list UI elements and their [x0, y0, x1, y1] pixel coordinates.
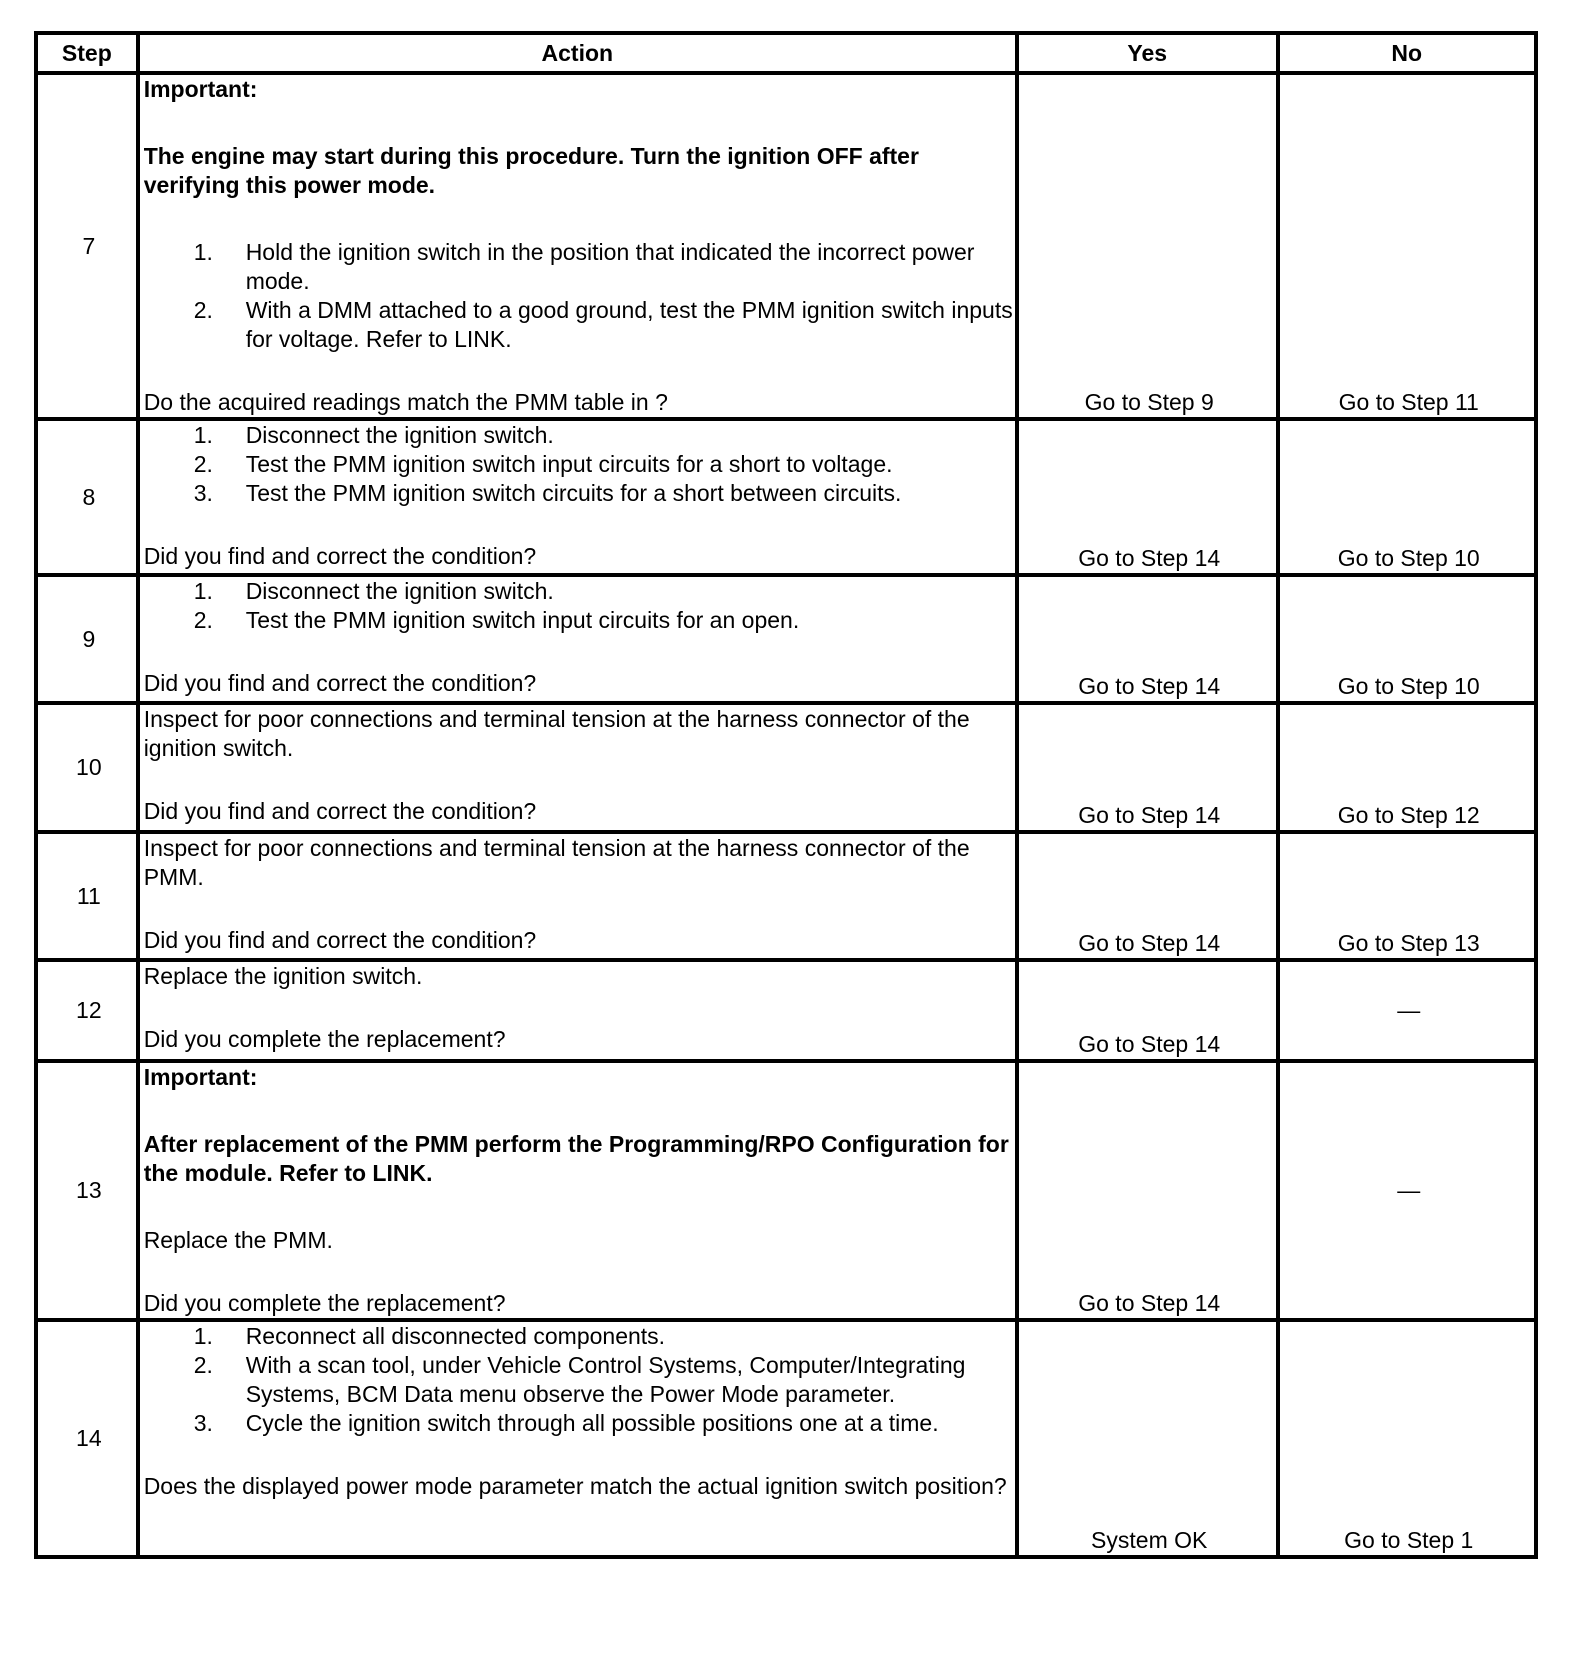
step-number: 12: [36, 960, 138, 1061]
yes-result: Go to Step 14: [1017, 575, 1278, 703]
step-list: [144, 577, 1015, 635]
action-cell: [138, 832, 1017, 960]
table-row: [36, 575, 1536, 703]
step-number: 13: [36, 1061, 138, 1320]
header-no: No: [1278, 33, 1537, 73]
step-number: 8: [36, 419, 138, 575]
yes-result: System OK: [1017, 1320, 1278, 1557]
important-text: The engine may start during this procedure. Turn the ignition OFF after verifying this power mode.: [143, 143, 919, 198]
action-text: Inspect for poor connections and terminal tension at the harness connector of the ignition switch.: [143, 706, 970, 761]
list-item: 1. Disconnect the ignition switch.: [193, 422, 554, 448]
header-row: [36, 33, 1536, 73]
action-cell: [138, 575, 1017, 703]
step-list: [144, 1322, 1015, 1438]
no-result: Go to Step 11: [1278, 73, 1537, 419]
important-text: After replacement of the PMM perform the Programming/RPO Configuration for the module. Refer to LINK.: [143, 1131, 1009, 1186]
table-row: [36, 73, 1536, 419]
step-number: 14: [36, 1320, 138, 1557]
question-text: Did you find and correct the condition?: [143, 798, 537, 824]
list-item: 3. Test the PMM ignition switch circuits for a short between circuits.: [193, 480, 902, 506]
important-label: Important:: [143, 1064, 258, 1090]
no-result: Go to Step 12: [1278, 703, 1537, 832]
question-text: Do the acquired readings match the PMM table in ?: [143, 389, 668, 415]
list-item: 1. Hold the ignition switch in the position that indicated the incorrect power mode.: [193, 239, 975, 294]
action-cell: [138, 703, 1017, 832]
header-step: Step: [36, 33, 138, 73]
step-list: [144, 238, 1015, 354]
step-list: [144, 421, 1015, 508]
no-result: Go to Step 13: [1278, 832, 1537, 960]
list-item: 2. Test the PMM ignition switch input circuits for an open.: [193, 607, 800, 633]
table-row: [36, 960, 1536, 1061]
question-text: Did you find and correct the condition?: [143, 670, 537, 696]
step-number: 9: [36, 575, 138, 703]
table-row: [36, 832, 1536, 960]
step-number: 7: [36, 73, 138, 419]
step-number: 10: [36, 703, 138, 832]
yes-result: Go to Step 14: [1017, 960, 1278, 1061]
list-item: 3. Cycle the ignition switch through all possible positions one at a time.: [193, 1410, 939, 1436]
question-text: Did you find and correct the condition?: [143, 543, 537, 569]
no-result: Go to Step 1: [1278, 1320, 1537, 1557]
header-action: Action: [138, 33, 1017, 73]
no-result: —: [1278, 960, 1537, 1061]
no-result: Go to Step 10: [1278, 575, 1537, 703]
table-row: [36, 419, 1536, 575]
table-row: [36, 1320, 1536, 1557]
important-label: Important:: [143, 76, 258, 102]
list-item: 1. Reconnect all disconnected components.: [193, 1323, 666, 1349]
table-row: [36, 703, 1536, 832]
header-yes: Yes: [1017, 33, 1278, 73]
action-text: Inspect for poor connections and terminal tension at the harness connector of the PMM.: [143, 835, 970, 890]
no-result: —: [1278, 1061, 1537, 1320]
yes-result: Go to Step 14: [1017, 1061, 1278, 1320]
list-item: 2. Test the PMM ignition switch input circuits for a short to voltage.: [193, 451, 893, 477]
question-text: Did you find and correct the condition?: [143, 927, 537, 953]
action-text: Replace the PMM.: [143, 1227, 333, 1253]
yes-result: Go to Step 9: [1017, 73, 1278, 419]
yes-result: Go to Step 14: [1017, 703, 1278, 832]
question-text: Does the displayed power mode parameter match the actual ignition switch position?: [143, 1473, 1007, 1499]
question-text: Did you complete the replacement?: [143, 1026, 506, 1052]
action-cell: [138, 73, 1017, 419]
action-cell: [138, 419, 1017, 575]
table-row: [36, 1061, 1536, 1320]
list-item: 1. Disconnect the ignition switch.: [193, 578, 554, 604]
action-cell: [138, 1061, 1017, 1320]
list-item: 2. With a DMM attached to a good ground, test the PMM ignition switch inputs for voltage. Refer to LINK.: [193, 297, 1013, 352]
list-item: 2. With a scan tool, under Vehicle Control Systems, Computer/Integrating Systems, BCM Data menu observe the Power Mode parameter.: [193, 1352, 966, 1407]
step-number: 11: [36, 832, 138, 960]
question-text: Did you complete the replacement?: [143, 1290, 506, 1316]
no-result: Go to Step 10: [1278, 419, 1537, 575]
yes-result: Go to Step 14: [1017, 419, 1278, 575]
action-cell: [138, 1320, 1017, 1557]
action-cell: [138, 960, 1017, 1061]
diagnostic-table: [34, 31, 1538, 1559]
yes-result: Go to Step 14: [1017, 832, 1278, 960]
action-text: Replace the ignition switch.: [143, 963, 423, 989]
